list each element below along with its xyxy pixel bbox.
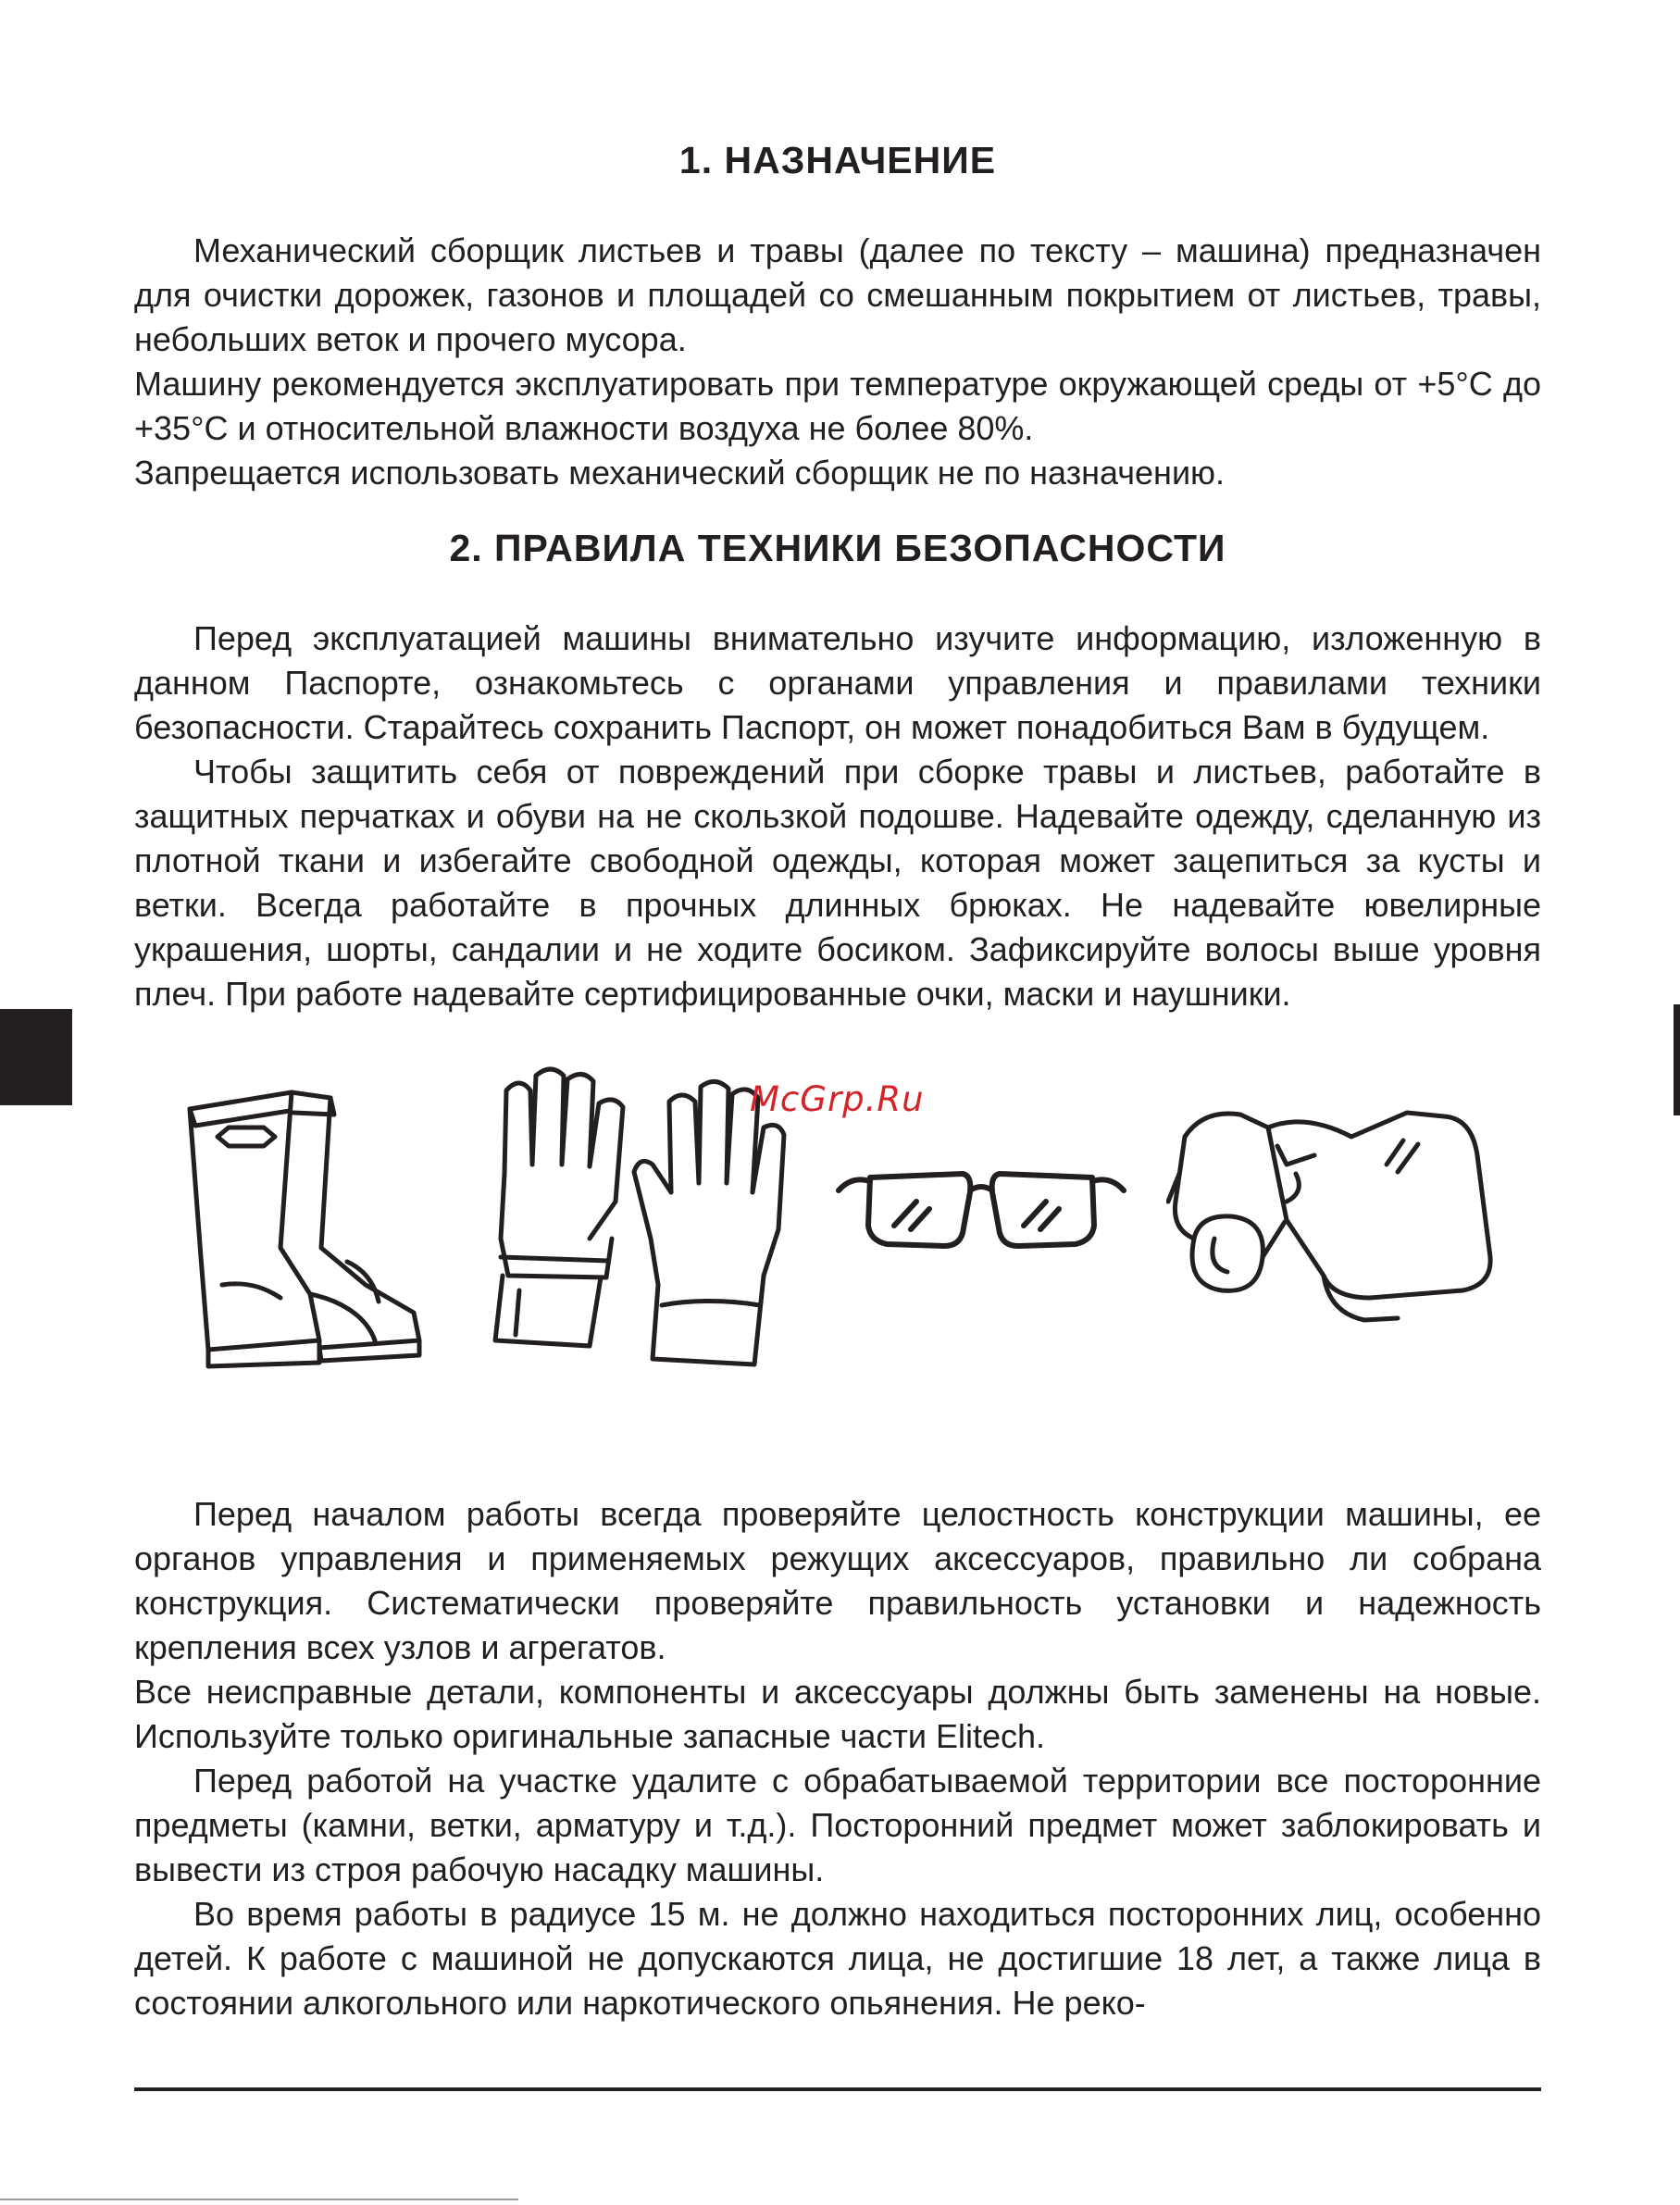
- goggles-icon: [833, 1155, 1129, 1266]
- paragraph-safety-3: Перед началом работы всегда проверяйте целостность конструкции машины, ее органов управления и применяемых режущих аксессуаров, правильно ли собрана конструкция. Систематически проверяйте правильность установки и надежность крепления всех узлов и агрегатов.: [134, 1495, 1541, 1666]
- paragraph-safety-2: Чтобы защитить себя от повреждений при сборке травы и листьев, работайте в защитных перчатках и обуви на не скользкой подошве. Надевайте одежду, сделанную из плотной ткани и избегайте свободной одежды, которая может зацепиться за кусты и ветки. Всегда работайте в прочных длинных брюках. Не надевайте ювелирные украшения, шорты, сандалии и не ходите босиком. Зафиксируйте волосы выше уровня плеч. При работе надевайте сертифицированные очки, маски и наушники.: [134, 753, 1541, 1013]
- paragraph-safety-6: Во время работы в радиусе 15 м. не должно находиться посторонних лиц, особенно детей. К работе с машиной не допускаются лица, не достигшие 18 лет, а также лица в состоянии алкогольного или наркотического опьянения. Не реко-: [134, 1895, 1541, 2022]
- face-shield-earmuffs-icon: [1166, 1100, 1500, 1331]
- edge-marker: [1674, 1004, 1680, 1115]
- paragraph-purpose-3: Запрещается использовать механический сборщик не по назначению.: [134, 454, 1226, 492]
- paragraph-safety-5: Перед работой на участке удалите с обрабатываемой территории все посторонние предметы (камни, ветки, арматуру и т.д.). Посторонний предмет может заблокировать и вывести из строя рабочую насадку машины.: [134, 1762, 1541, 1888]
- section-title-safety: 2. ПРАВИЛА ТЕХНИКИ БЕЗОПАСНОСТИ: [449, 527, 1226, 569]
- footer-rule: [134, 2087, 1541, 2091]
- bottom-thin-rule: [0, 2199, 518, 2200]
- section-title-purpose: 1. НАЗНАЧЕНИЕ: [678, 139, 997, 181]
- boots-icon: [171, 1072, 430, 1377]
- paragraph-purpose-1: Механический сборщик листьев и травы (далее по тексту – машина) предназначен для очистки дорожек, газонов и площадей со смешанным покрытием от листьев, травы, небольших веток и прочего мусора.: [134, 231, 1541, 358]
- paragraph-safety-4: Все неисправные детали, компоненты и аксессуары должны быть заменены на новые. Используйте только оригинальные запасные части Elitech.: [134, 1673, 1541, 1755]
- paragraph-safety-1: Перед эксплуатацией машины внимательно изучите информацию, изложенную в данном Паспорте, ознакомьтесь с органами управления и правилами техники безопасности. Старайтесь сохранить Паспорт, он может понадобиться Вам в будущем.: [134, 619, 1541, 746]
- paragraph-purpose-2: Машину рекомендуется эксплуатировать при температуре окружающей среды от +5°C до +35°C и относительной влажности воздуха не более 80%.: [134, 365, 1541, 447]
- section-tab-marker: [0, 1009, 72, 1105]
- watermark: McGrp.Ru: [750, 1079, 925, 1119]
